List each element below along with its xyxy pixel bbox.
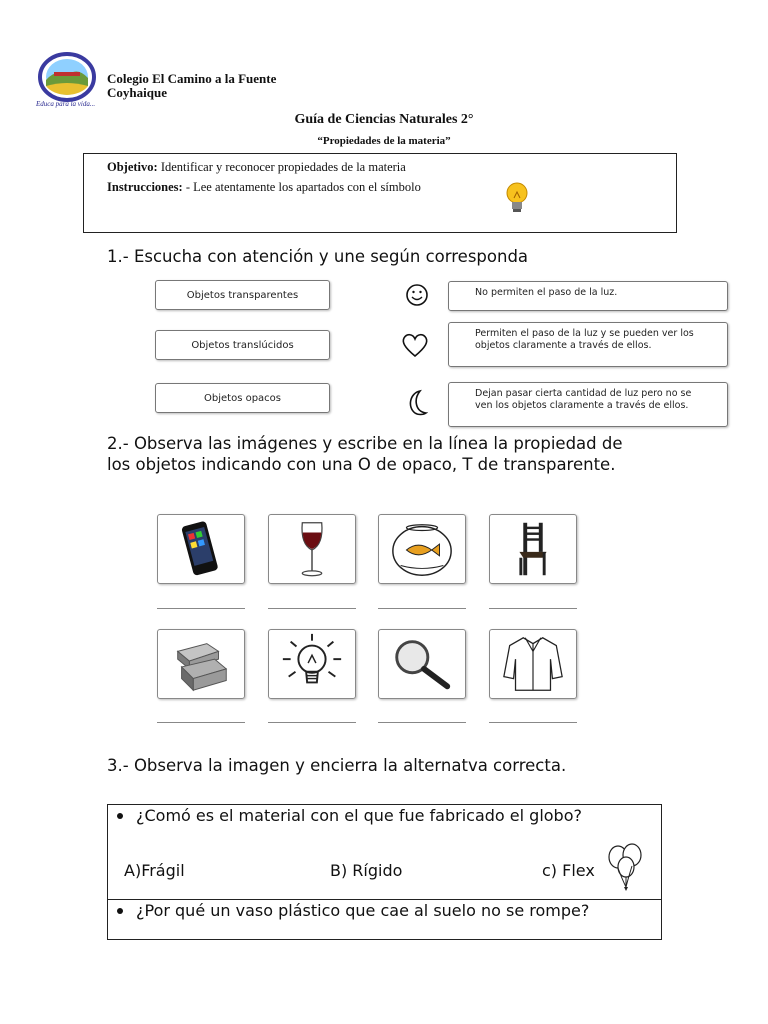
question-3-item-2 [136,901,646,921]
option-c[interactable]: c) Flex [542,861,595,880]
chair-icon [489,514,577,584]
answer-line-7[interactable] [378,722,466,723]
question-3-item-1 [136,806,646,826]
logo-motto: Educa para la vida... [36,100,96,108]
objective-box [83,153,677,233]
answer-line-6[interactable] [268,722,356,723]
page-subtitle: “Propiedades de la materia” [317,135,451,147]
answer-line-8[interactable] [489,722,577,723]
question-2: 2.- Observa las imágenes y escribe en la línea la propiedad de los objetos indicando con una O de opaco, T de transparente. [107,434,623,474]
jacket-icon [489,629,577,699]
question-3-text-1: ¿Comó es el material con el que fue fabricado el globo? [136,806,582,825]
page-title: Guía de Ciencias Naturales 2° [294,112,474,127]
answer-line-1[interactable] [157,608,245,609]
school-city: Coyhaique [107,85,167,100]
answer-line-4[interactable] [489,608,577,609]
answer-line-5[interactable] [157,722,245,723]
instructions-text: - Lee atentamente los apartados con el símbolo [185,180,421,194]
right-box-no-light[interactable]: No permiten el paso de la luz. [448,281,728,311]
moon-icon [402,388,428,418]
option-b[interactable]: B) Rígido [330,861,403,880]
smiley-icon [404,281,430,311]
right-box-some-light[interactable]: Dejan pasar cierta cantidad de luz pero no se ven los objetos claramente a través de ellos. [448,382,728,427]
question-1: 1.- Escucha con atención y une según corresponda [107,247,529,266]
bullet-dot [117,908,123,914]
instructions-label: Instrucciones: [107,180,183,194]
question-3: 3.- Observa la imagen y encierra la alternatva correcta. [107,756,567,775]
school-logo [32,52,102,112]
wooden-blocks-icon [157,629,245,699]
right-box-see-clearly[interactable]: Permiten el paso de la luz y se pueden ver los objetos claramente a través de ellos. [448,322,728,367]
bullet-dot [117,813,123,819]
lightbulb-icon [502,180,532,214]
question-3-text-2: ¿Por qué un vaso plástico que cae al suelo no se rompe? [136,901,590,920]
left-box-translucent[interactable]: Objetos translúcidos [155,330,330,360]
left-box-transparent[interactable]: Objetos transparentes [155,280,330,310]
lightbulb-drawing-icon [268,629,356,699]
objective-label: Objetivo: [107,160,158,174]
magnifying-glass-icon [378,629,466,699]
school-header [107,72,276,100]
objective-line [107,160,406,175]
phone-icon [157,514,245,584]
question-3-box [107,804,662,940]
answer-line-2[interactable] [268,608,356,609]
heart-icon [400,330,430,360]
wine-glass-icon [268,514,356,584]
question-3-separator [108,899,661,900]
school-name: Colegio El Camino a la Fuente [107,71,277,86]
left-box-opaque[interactable]: Objetos opacos [155,383,330,413]
objective-text: Identificar y reconocer propiedades de la materia [160,160,406,174]
balloons-icon [602,843,650,893]
fishbowl-icon [378,514,466,584]
option-a[interactable]: A)Frágil [124,861,185,880]
answer-line-3[interactable] [378,608,466,609]
instructions-line [107,180,421,195]
